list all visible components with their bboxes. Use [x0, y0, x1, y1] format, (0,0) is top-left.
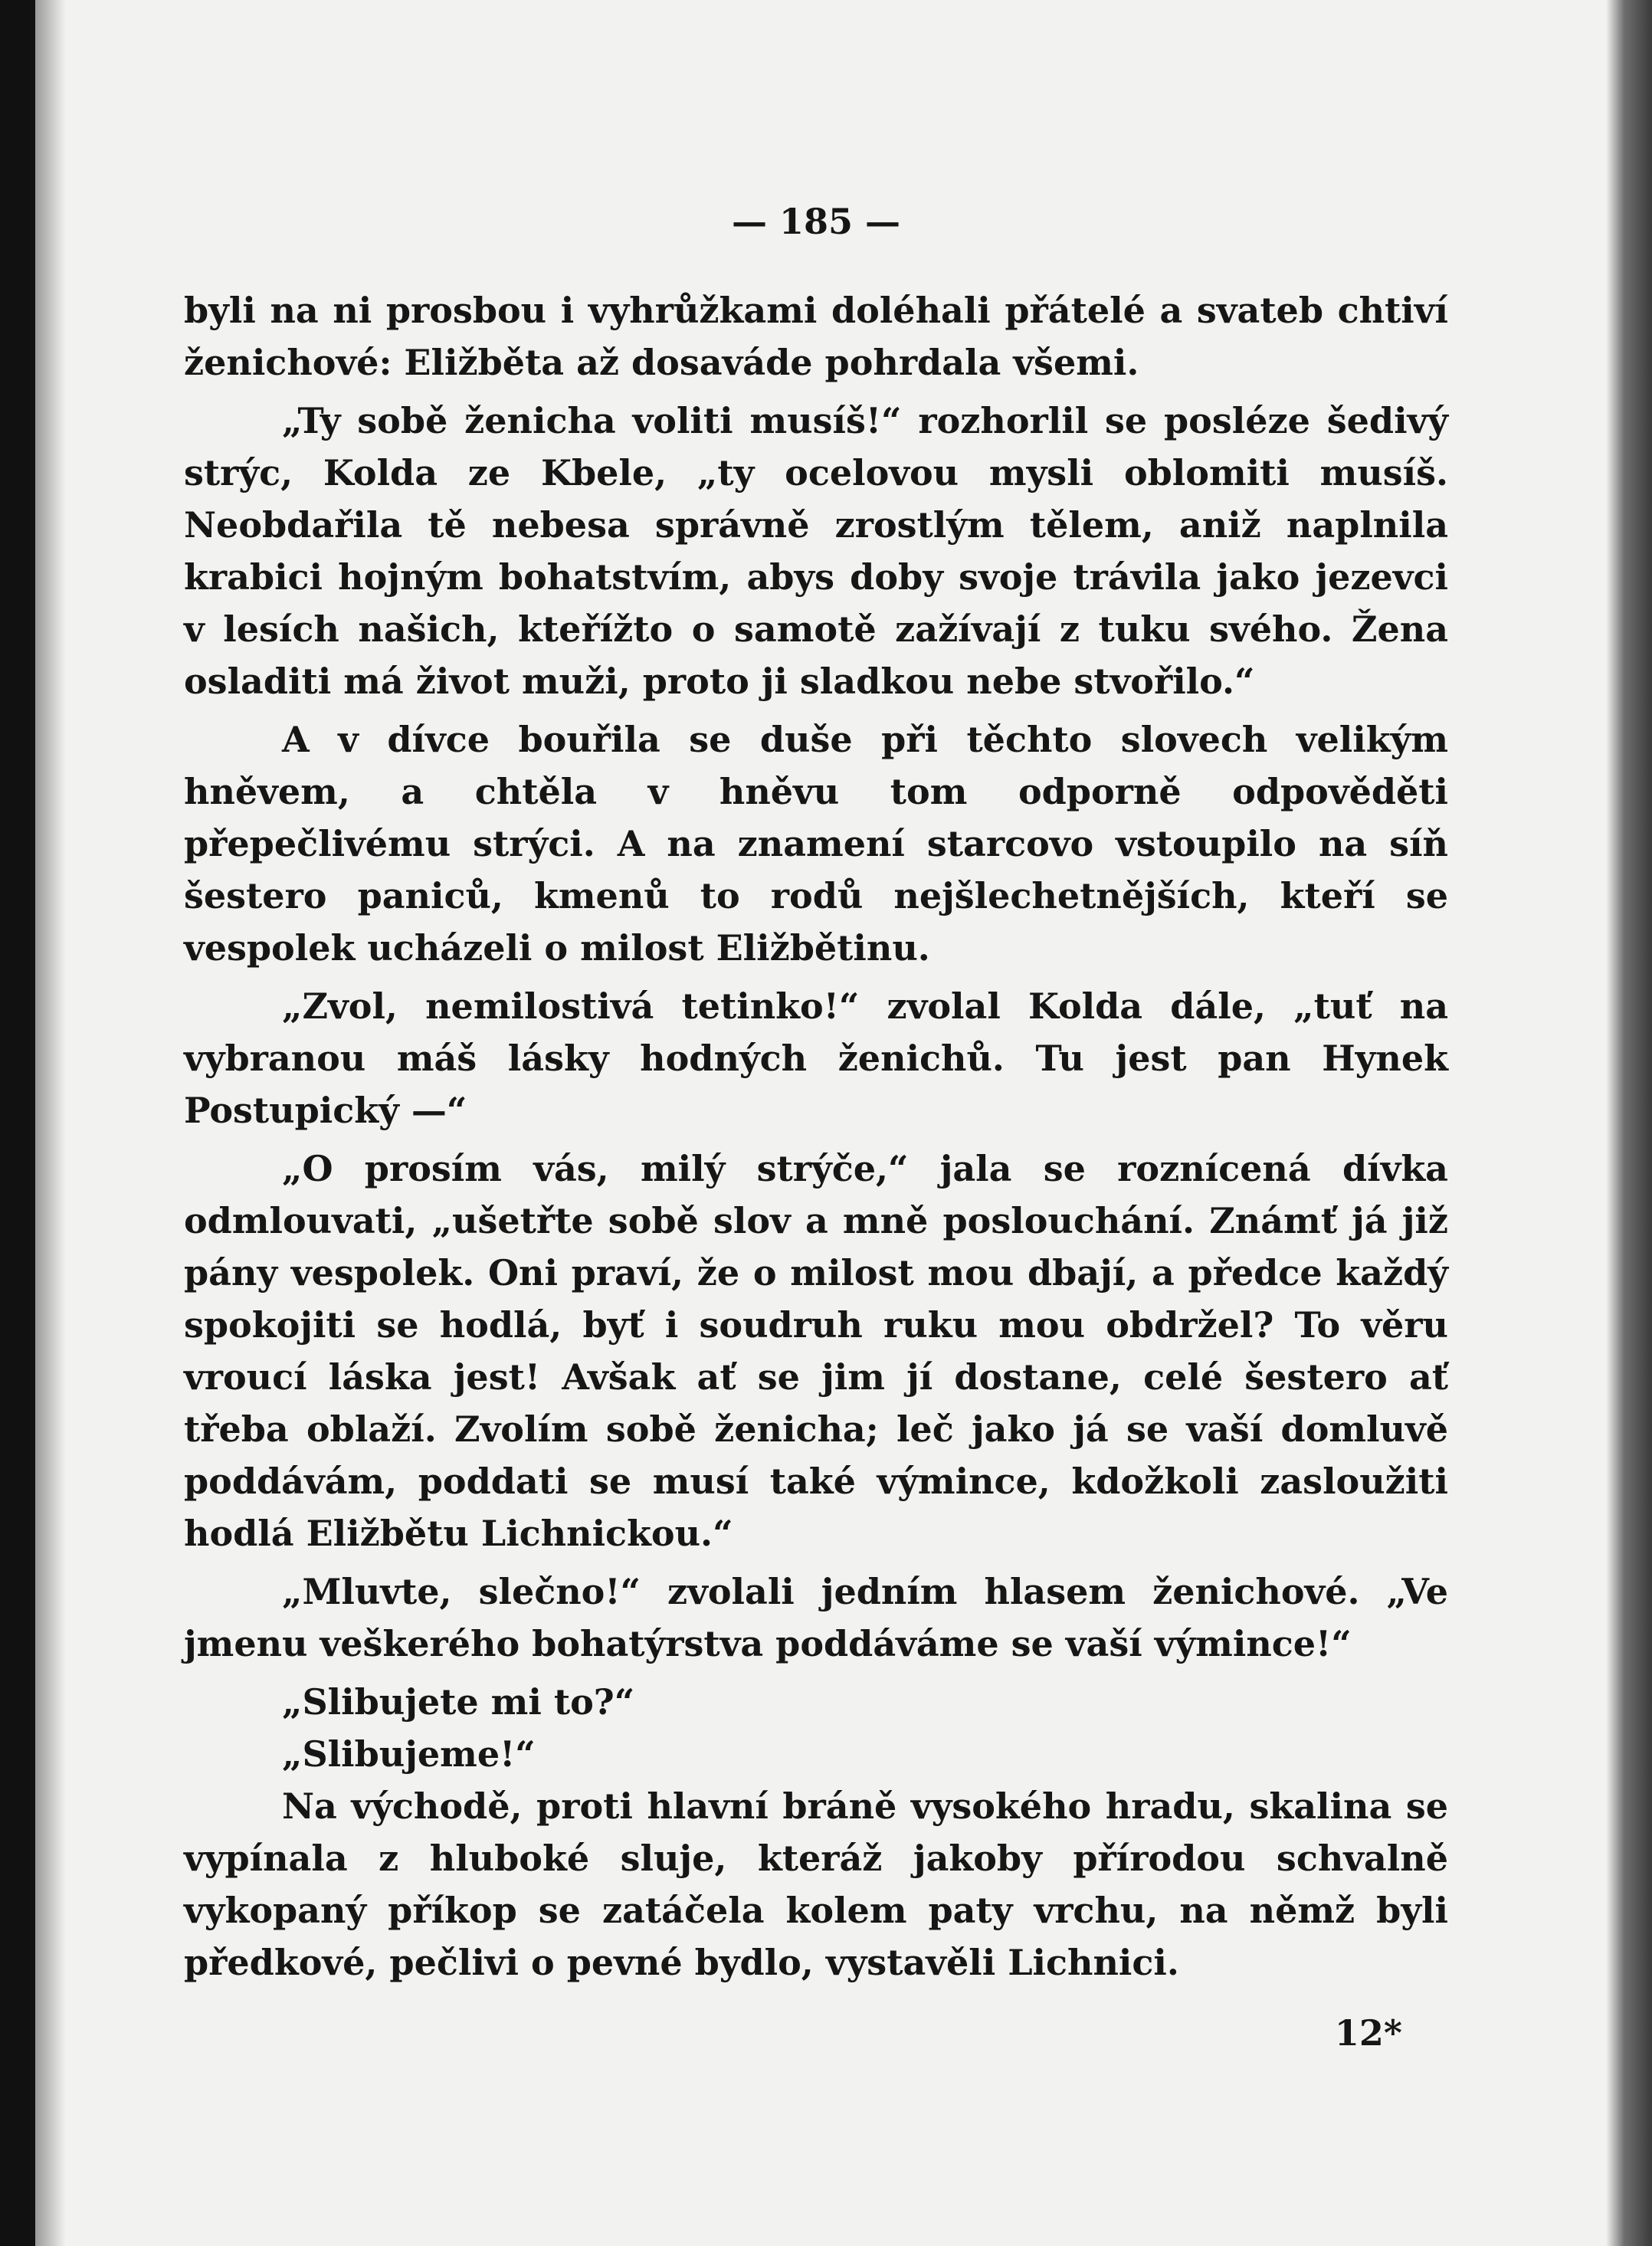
paragraph-2: „Ty sobě ženicha voliti musíš!“ rozhorlil se posléze šedivý strýc, Kolda ze Kbele, „ty ocelovou mysli oblomiti musíš. Neobdařila tě nebesa správně zrostlým tělem, aniž naplnila krabici hojným bohatstvím, abys doby svoje trávila jako jezevci v lesích našich, kteřížto o samotě zažívají z tuku svého. Žena osladiti má život muži, proto ji sladkou nebe stvořilo.“	[184, 400, 1448, 702]
dialogue-line-1: „Slibujete mi to?“	[282, 1681, 635, 1723]
paragraph-6: „Mluvte, slečno!“ zvolali jedním hlasem ženichové. „Ve jmenu veškerého bohatýrstva poddáváme se vaší výmince!“	[184, 1571, 1448, 1664]
signature-mark: 12*	[1334, 2012, 1402, 2054]
binding-edge	[0, 0, 35, 2246]
paragraph-5: „O prosím vás, milý strýče,“ jala se roznícená dívka odmlouvati, „ušetřte sobě slov a mně poslouchání. Známť já již pány vespolek. Oni praví, že o milost mou dbají, a předce každý spokojiti se hodlá, byť i soudruh ruku mou obdržel? To věru vroucí láska jest! Avšak ať se jim jí dostane, celé šestero ať třeba oblaží. Zvolím sobě ženicha; leč jako já se vaší domluvě poddávám, poddati se musí také výmince, kdožkoli zasloužiti hodlá Eližbětu Lichnickou.“	[184, 1148, 1448, 1554]
page-edge-shadow	[1606, 0, 1652, 2246]
paragraph-1: byli na ni prosbou i vyhrůžkami doléhali přátelé a svateb chtiví ženichové: Eližběta až dosaváde pohrdala všemi.	[184, 290, 1448, 383]
paragraph-3: A v dívce bouřila se duše při těchto slovech velikým hněvem, a chtěla v hněvu tom odporně odpověděti přepečlivému strýci. A na znamení starcovo vstoupilo na síň šestero paniců, kmenů to rodů nejšlechetnějších, kteří se vespolek ucházeli o milost Eližbětinu.	[184, 719, 1448, 969]
paragraph-4: „Zvol, nemilostivá tetinko!“ zvolal Kolda dále, „tuť na vybranou máš lásky hodných ženichů. Tu jest pan Hynek Postupický —“	[184, 985, 1448, 1131]
paragraph-final: Na východě, proti hlavní bráně vysokého hradu, skalina se vypínala z hluboké sluje, kteráž jakoby přírodou schvalně vykopaný příkop se zatáčela kolem paty vrchu, na němž byli předkové, pečlivi o pevné bydlo, vystavěli Lichnici.	[184, 1785, 1448, 1983]
dialogue-line-2: „Slibujeme!“	[282, 1733, 536, 1775]
book-page	[184, 195, 1448, 2059]
binding-shadow	[35, 0, 66, 2246]
page-number: — 185 —	[731, 201, 901, 242]
